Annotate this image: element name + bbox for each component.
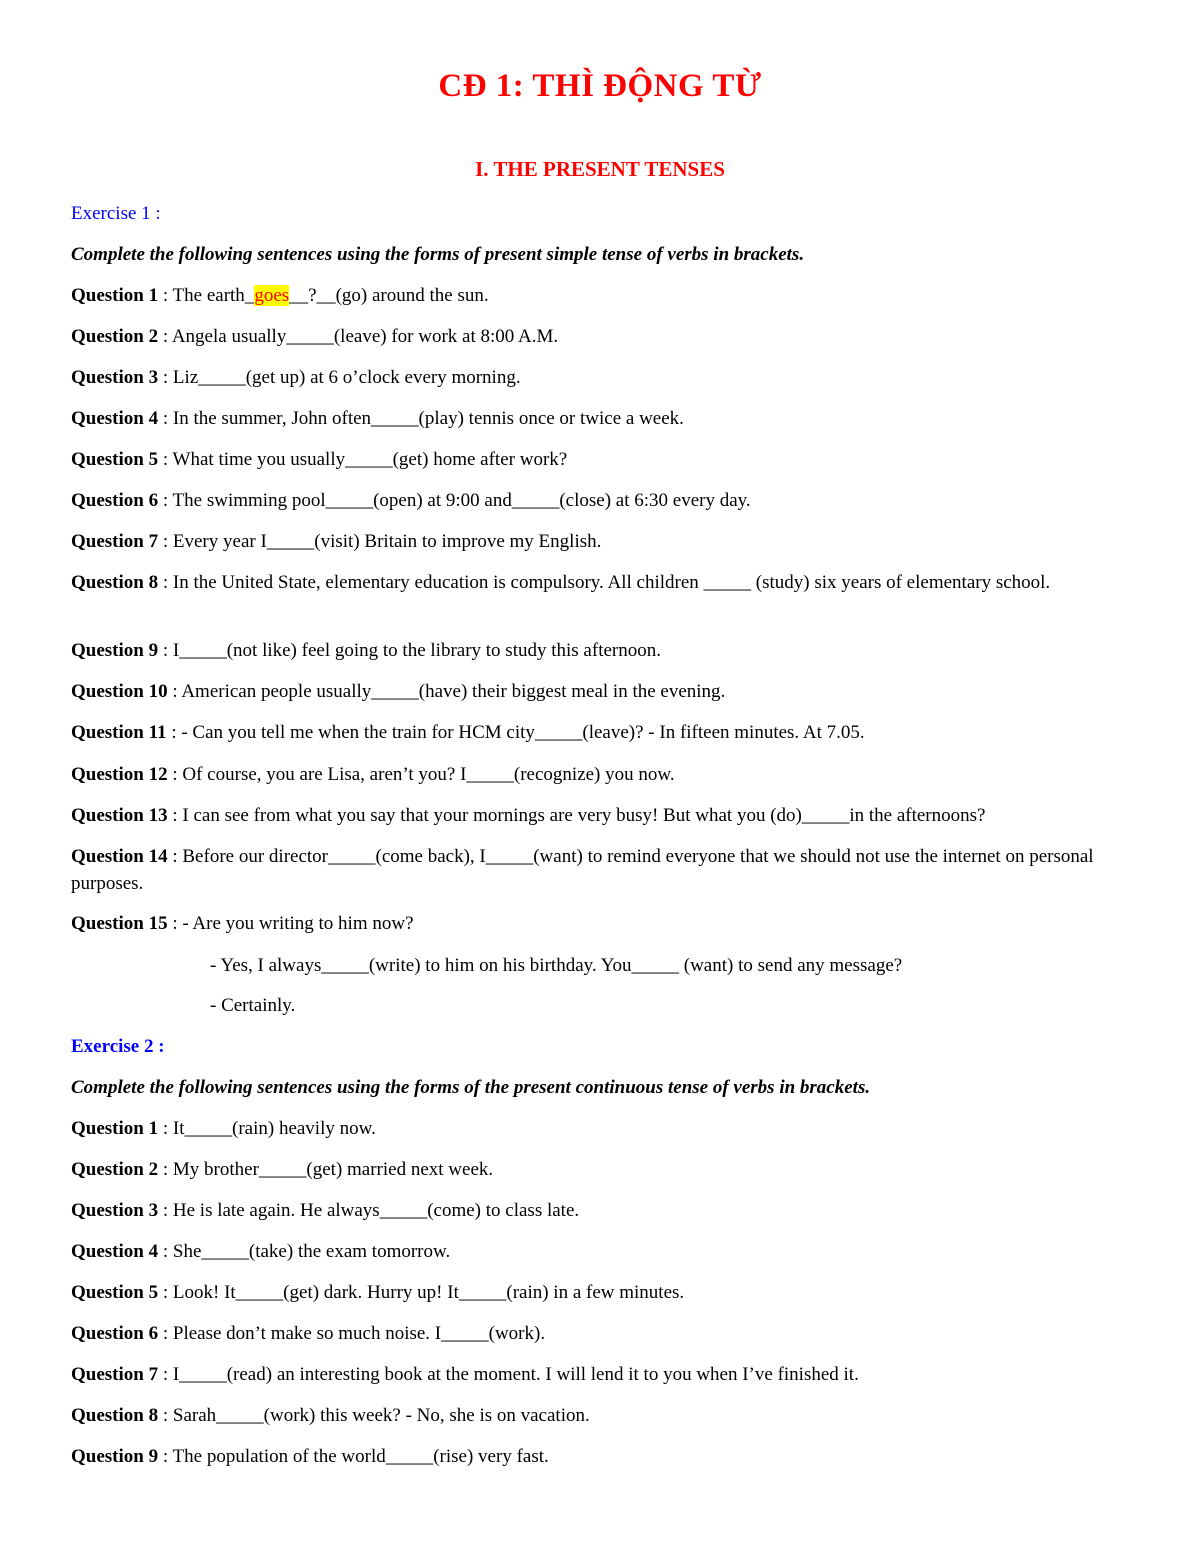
question-text: : Angela usually_____(leave) for work at 8:00 A.M.	[158, 326, 559, 347]
question-label: Question 12	[71, 764, 168, 785]
question-text: : He is late again. He always_____(come) to class late.	[158, 1200, 580, 1221]
question-text: : I can see from what you say that your mornings are very busy! But what you (do)_____in the afternoons?	[167, 805, 986, 826]
question-label: Question 4	[71, 408, 159, 429]
question-text: : I_____(read) an interesting book at the moment. I will lend it to you when I’ve finished it.	[158, 1364, 859, 1385]
question-label: Question 6	[71, 490, 159, 511]
exercise-2-question-4	[71, 1238, 1131, 1265]
exercise-1-question-4	[71, 405, 1131, 432]
question-label: Question 1	[71, 285, 159, 306]
question-label: Question 4	[71, 1241, 159, 1262]
question-label: Question 7	[71, 531, 159, 552]
question-label: Question 8	[71, 572, 159, 593]
question-text: : The population of the world_____(rise) very fast.	[158, 1446, 549, 1467]
question-text: : It_____(rain) heavily now.	[158, 1118, 376, 1139]
question-text: : American people usually_____(have) their biggest meal in the evening.	[167, 681, 726, 702]
question-15-reply-2: - Certainly.	[210, 995, 296, 1016]
document-title: CĐ 1: THÌ ĐỘNG TỪ	[438, 68, 762, 104]
exercise-1-question-6	[71, 487, 1131, 514]
question-label: Question 2	[71, 1159, 159, 1180]
exercise-2-question-8	[71, 1402, 1131, 1429]
exercise-2-question-6	[71, 1320, 1131, 1347]
exercise-1-question-9	[71, 637, 1131, 664]
question-15-reply-1: - Yes, I always_____(write) to him on his birthday. You_____ (want) to send any message?	[210, 955, 903, 976]
question-text: : She_____(take) the exam tomorrow.	[158, 1241, 451, 1262]
exercise-2-question-2	[71, 1156, 1131, 1183]
exercise-2-question-9	[71, 1443, 1131, 1470]
question-label: Question 11	[71, 722, 167, 743]
exercise-2-question-3	[71, 1197, 1131, 1224]
exercise-1-question-14	[71, 843, 1131, 897]
exercise-1-question-10	[71, 678, 1131, 705]
question-text: : I_____(not like) feel going to the library to study this afternoon.	[158, 640, 661, 661]
question-text: : Please don’t make so much noise. I_____(work).	[158, 1323, 546, 1344]
question-label: Question 1	[71, 1118, 159, 1139]
question-label: Question 13	[71, 805, 168, 826]
question-text: : In the United State, elementary education is compulsory. All children _____ (study) six years of elementary school.	[158, 572, 1051, 593]
question-label: Question 8	[71, 1405, 159, 1426]
question-text: : Sarah_____(work) this week? - No, she is on vacation.	[158, 1405, 590, 1426]
exercise-2-instruction: Complete the following sentences using the forms of the present continuous tense of verbs in brackets.	[71, 1077, 871, 1098]
exercise-1-question-15	[71, 910, 1131, 937]
question-text: : What time you usually_____(get) home after work?	[158, 449, 568, 470]
exercise-1-question-13	[71, 802, 1131, 829]
question-label: Question 14	[71, 846, 168, 867]
question-text: : The earth_	[158, 285, 255, 306]
question-label: Question 9	[71, 640, 159, 661]
exercise-1-question-8	[71, 569, 1131, 596]
question-text: : My brother_____(get) married next week.	[158, 1159, 494, 1180]
question-label: Question 5	[71, 1282, 159, 1303]
exercise-2-question-7	[71, 1361, 1131, 1388]
exercise-1-instruction: Complete the following sentences using the forms of present simple tense of verbs in brackets.	[71, 244, 805, 265]
question-text: : Look! It_____(get) dark. Hurry up! It_____(rain) in a few minutes.	[158, 1282, 685, 1303]
question-label: Question 3	[71, 367, 159, 388]
question-label: Question 3	[71, 1200, 159, 1221]
section-heading: I. THE PRESENT TENSES	[475, 157, 725, 181]
question-text: : Every year I_____(visit) Britain to improve my English.	[158, 531, 602, 552]
highlighted-answer: goes	[254, 285, 290, 306]
exercise-1-question-11	[71, 719, 1131, 746]
exercise-1-question-7	[71, 528, 1131, 555]
question-text: : Liz_____(get up) at 6 o’clock every morning.	[158, 367, 521, 388]
exercise-2-question-5	[71, 1279, 1131, 1306]
question-label: Question 5	[71, 449, 159, 470]
question-label: Question 10	[71, 681, 168, 702]
exercise-2-heading: Exercise 2 :	[71, 1036, 165, 1057]
question-label: Question 7	[71, 1364, 159, 1385]
question-text: : Before our director_____(come back), I_____(want) to remind everyone that we should not use the internet on personal purposes.	[71, 846, 1094, 894]
question-text: : - Are you writing to him now?	[167, 913, 414, 934]
exercise-1-question-1	[71, 282, 1131, 309]
question-label: Question 6	[71, 1323, 159, 1344]
exercise-1-question-2	[71, 323, 1131, 350]
exercise-1-question-3	[71, 364, 1131, 391]
exercise-1-heading: Exercise 1 :	[71, 203, 161, 224]
exercise-2-question-1	[71, 1115, 1131, 1142]
question-label: Question 2	[71, 326, 159, 347]
question-label: Question 15	[71, 913, 168, 934]
question-text: : The swimming pool_____(open) at 9:00 and_____(close) at 6:30 every day.	[158, 490, 751, 511]
question-text: : Of course, you are Lisa, aren’t you? I_____(recognize) you now.	[167, 764, 675, 785]
exercise-1-question-5	[71, 446, 1131, 473]
question-text: __?__(go) around the sun.	[289, 285, 489, 306]
question-text: : - Can you tell me when the train for HCM city_____(leave)? - In fifteen minutes. At 7.05.	[166, 722, 865, 743]
question-text: : In the summer, John often_____(play) tennis once or twice a week.	[158, 408, 684, 429]
exercise-1-question-12	[71, 761, 1131, 788]
question-label: Question 9	[71, 1446, 159, 1467]
